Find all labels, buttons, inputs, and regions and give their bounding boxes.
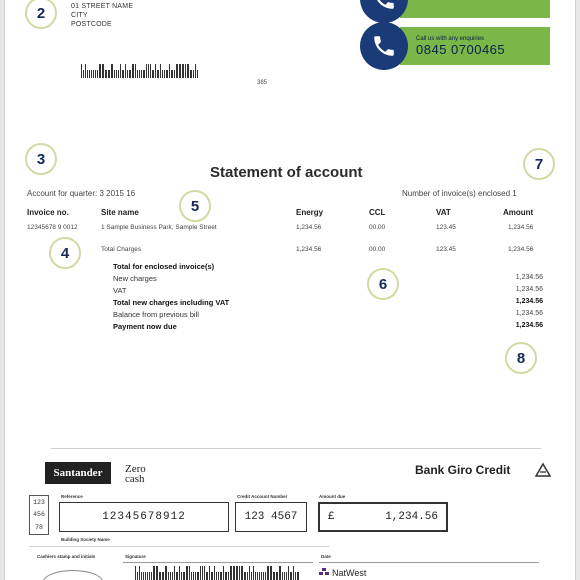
natwest-icon <box>319 568 329 578</box>
total-ccl: 00.00 <box>369 246 386 253</box>
barcode-bar <box>129 70 131 78</box>
barcode-bar <box>200 566 201 580</box>
barcode-bar <box>179 566 180 580</box>
phone-number: 0845 0700465 <box>416 41 506 57</box>
zero-cash-line1: Zero <box>125 463 146 475</box>
summary-row <box>113 286 543 298</box>
barcode-bar <box>171 70 173 78</box>
barcode-bar <box>209 566 210 580</box>
code-line: 456 <box>33 511 45 519</box>
barcode-bar <box>155 64 156 78</box>
statement-title: Statement of account <box>210 164 363 181</box>
cell-invoice-no: 12345678 9 0012 <box>27 224 78 231</box>
barcode-bar <box>223 566 224 580</box>
barcode-bar <box>276 572 278 580</box>
barcode-bar <box>204 566 205 580</box>
marker-8: 8 <box>505 342 537 374</box>
barcode-bar <box>216 572 217 580</box>
postal-barcode <box>81 64 198 78</box>
barcode-bar <box>116 70 117 78</box>
barcode-bar <box>91 70 92 78</box>
barcode-bar <box>286 572 287 580</box>
amount-due-box <box>318 502 448 532</box>
marker-3: 3 <box>25 143 57 175</box>
amount-due-label: Amount due <box>319 494 346 499</box>
barcode-bar <box>111 64 113 78</box>
barcode-bar <box>261 572 262 580</box>
currency-symbol: £ <box>328 511 335 523</box>
barcode-bar <box>290 572 292 580</box>
summary-value <box>483 262 543 274</box>
barcode-bar <box>191 572 192 580</box>
barcode-bar <box>181 572 182 580</box>
credit-account-label: Credit Account Number <box>237 494 288 499</box>
phone-circle-top <box>360 0 408 23</box>
barcode-bar <box>145 572 146 580</box>
cell-site-name: 1 Sample Business Park, Sample Street <box>101 224 217 231</box>
barcode-bar <box>139 566 140 580</box>
barcode-bar <box>95 70 96 78</box>
summary-block <box>113 262 543 334</box>
barcode-bar <box>214 566 215 580</box>
barcode-bar <box>236 566 238 580</box>
barcode-bar <box>244 572 246 580</box>
barcode-bar <box>114 70 115 78</box>
summary-value: 1,234.56 <box>515 298 543 305</box>
barcode-bar <box>233 566 235 580</box>
sort-code-box <box>29 495 49 535</box>
barcode-bar <box>230 566 232 580</box>
marker-7: 7 <box>523 148 555 180</box>
cell-energy: 1,234.56 <box>296 224 322 231</box>
barcode-bar <box>263 572 264 580</box>
barcode-bar <box>147 572 148 580</box>
barcode-bar <box>251 572 252 580</box>
barcode-bar <box>105 70 107 78</box>
summary-row <box>113 322 543 334</box>
barcode-bar <box>206 572 208 580</box>
header-site-name: Site name <box>101 208 139 217</box>
code-line: 123 <box>33 498 45 506</box>
cell-amount: 1,234.56 <box>508 224 534 231</box>
summary-row <box>113 298 543 310</box>
barcode-bar <box>193 572 194 580</box>
barcode-bar <box>135 566 136 580</box>
barcode-bar <box>89 70 90 78</box>
barcode-bar <box>169 64 170 78</box>
barcode-bar <box>81 64 82 78</box>
cashier-stamp-label: Cashiers stamp and initials <box>37 554 96 559</box>
barcode-bar <box>172 572 173 580</box>
barcode-bar <box>118 70 119 78</box>
phone-box <box>400 27 550 65</box>
barcode-bar <box>120 64 121 78</box>
phone-box-top <box>400 0 550 18</box>
barcode-bar <box>225 572 227 580</box>
total-charges-label: Total Charges <box>101 246 142 253</box>
barcode-bar <box>137 572 138 580</box>
invoices-enclosed: Number of invoice(s) enclosed 1 <box>402 189 517 198</box>
barcode-bar <box>143 70 145 78</box>
barcode-bar <box>182 64 184 78</box>
barcode-bar <box>139 70 140 78</box>
summary-value: 1,234.56 <box>515 322 543 329</box>
building-society-label: Building Society Name <box>61 537 110 542</box>
barcode-bar <box>190 70 192 78</box>
header-vat: VAT <box>436 208 451 217</box>
statement-page <box>4 0 576 580</box>
barcode-bar <box>93 70 94 78</box>
address-postcode: POSTCODE <box>71 21 112 28</box>
summary-label: VAT <box>113 286 127 295</box>
slip-barcode <box>135 566 299 580</box>
postal-code-number: 385 <box>257 80 268 86</box>
signature-line <box>123 562 313 563</box>
barcode-bar <box>152 70 154 78</box>
phone-icon <box>371 33 397 59</box>
barcode-bar <box>273 572 275 580</box>
summary-label: Payment now due <box>113 322 177 331</box>
barcode-bar <box>220 572 222 580</box>
phone-icon <box>371 0 397 12</box>
summary-label: Total new charges including VAT <box>113 298 230 307</box>
barcode-bar <box>151 572 152 580</box>
barcode-bar <box>197 572 199 580</box>
bank-giro-title: Bank Giro Credit <box>415 463 511 477</box>
barcode-bar <box>127 70 128 78</box>
barcode-bar <box>174 70 175 78</box>
enquiries-label: Call us with any enquiries <box>416 35 485 42</box>
summary-label: New charges <box>113 274 157 283</box>
barcode-bar <box>297 572 299 580</box>
date-line <box>319 562 539 563</box>
barcode-bar <box>125 64 126 78</box>
date-label: Date <box>321 554 331 559</box>
barcode-bar <box>195 572 196 580</box>
barcode-bar <box>267 566 269 580</box>
reference-label: Reference <box>61 494 83 499</box>
barcode-bar <box>282 572 283 580</box>
zero-cash-line2: cash <box>125 473 145 485</box>
natwest-logo <box>319 568 366 578</box>
code-line: 78 <box>35 524 43 532</box>
barcode-bar <box>162 572 164 580</box>
barcode-bar <box>150 64 151 78</box>
total-amount: 1,234.56 <box>508 246 534 253</box>
barcode-bar <box>193 70 194 78</box>
barcode-bar <box>157 70 159 78</box>
barcode-bar <box>146 64 147 78</box>
barcode-bar <box>99 64 101 78</box>
reference-box: 12345678912 <box>59 502 229 532</box>
barcode-bar <box>160 64 161 78</box>
barcode-bar <box>211 572 213 580</box>
barcode-bar <box>249 566 250 580</box>
barcode-bar <box>279 566 281 580</box>
barcode-bar <box>202 566 203 580</box>
barcode-bar <box>247 572 248 580</box>
barcode-bar <box>135 64 136 78</box>
barcode-bar <box>159 572 161 580</box>
barcode-bar <box>176 572 178 580</box>
barcode-bar <box>156 566 158 580</box>
signature-label: Signature <box>125 554 146 559</box>
barcode-bar <box>265 572 266 580</box>
summary-value: 1,234.56 <box>515 310 543 317</box>
barcode-bar <box>166 70 168 78</box>
header-ccl: CCL <box>369 208 386 217</box>
barcode-bar <box>141 572 142 580</box>
tear-line <box>51 448 541 449</box>
barcode-bar <box>257 572 258 580</box>
address-street: 01 STREET NAME <box>71 3 134 10</box>
barcode-bar <box>187 64 189 78</box>
barcode-bar <box>148 64 149 78</box>
zero-cash-logo <box>125 464 146 484</box>
barcode-bar <box>149 572 150 580</box>
summary-row <box>113 262 543 274</box>
barcode-bar <box>218 572 219 580</box>
contact-banner <box>360 21 550 71</box>
phone-circle <box>360 22 408 70</box>
barcode-bar <box>253 566 254 580</box>
barcode-bar <box>185 64 186 78</box>
total-energy: 1,234.56 <box>296 246 322 253</box>
marker-6: 6 <box>367 268 399 300</box>
barcode-bar <box>108 70 110 78</box>
barcode-bar <box>195 64 196 78</box>
barcode-bar <box>270 566 272 580</box>
header-invoice-no: Invoice no. <box>27 208 69 217</box>
natwest-label: NatWest <box>332 568 367 578</box>
summary-value: 1,234.56 <box>515 274 543 281</box>
santander-logo: Santander <box>45 462 111 484</box>
total-vat: 123.45 <box>436 246 456 253</box>
summary-value: 1,234.56 <box>515 286 543 293</box>
barcode-bar <box>162 70 163 78</box>
barcode-bar <box>153 566 155 580</box>
barcode-bar <box>132 64 134 78</box>
barcode-bar <box>143 572 144 580</box>
barcode-bar <box>295 572 296 580</box>
marker-2: 2 <box>25 0 57 29</box>
address-city: CITY <box>71 12 88 19</box>
barcode-bar <box>241 566 243 580</box>
barcode-bar <box>259 572 260 580</box>
barcode-bar <box>102 64 104 78</box>
barcode-bar <box>168 572 169 580</box>
summary-row <box>113 310 543 322</box>
header-amount: Amount <box>503 208 534 217</box>
barcode-bar <box>137 70 138 78</box>
giro-symbol-icon <box>533 461 553 479</box>
barcode-bar <box>186 566 188 580</box>
barcode-bar <box>174 566 175 580</box>
barcode-bar <box>197 70 198 78</box>
barcode-bar <box>293 566 294 580</box>
barcode-bar <box>122 70 124 78</box>
barcode-bar <box>97 70 98 78</box>
amount-due-value: 1,234.56 <box>385 511 438 523</box>
barcode-bar <box>255 572 256 580</box>
credit-account-box: 123 4567 <box>235 502 307 532</box>
summary-label: Total for enclosed invoice(s) <box>113 262 215 271</box>
header-energy: Energy <box>296 208 324 217</box>
address-block <box>71 2 133 29</box>
barcode-bar <box>284 572 285 580</box>
slip-divider <box>29 546 329 547</box>
summary-row <box>113 274 543 286</box>
marker-5: 5 <box>179 190 211 222</box>
barcode-bar <box>141 70 142 78</box>
barcode-bar <box>183 572 185 580</box>
barcode-bar <box>189 566 190 580</box>
cell-vat: 123.45 <box>436 224 456 231</box>
barcode-bar <box>228 572 229 580</box>
barcode-bar <box>165 566 167 580</box>
barcode-bar <box>170 572 171 580</box>
barcode-bar <box>164 70 165 78</box>
summary-label: Balance from previous bill <box>113 310 199 319</box>
barcode-bar <box>239 566 240 580</box>
cell-ccl: 00.00 <box>369 224 386 231</box>
barcode-bar <box>288 566 289 580</box>
cashier-stamp-arc <box>43 570 103 580</box>
barcode-bar <box>83 70 84 78</box>
marker-4: 4 <box>49 237 81 269</box>
barcode-bar <box>179 64 181 78</box>
account-quarter: Account for quarter: 3 2015 16 <box>27 189 136 198</box>
barcode-bar <box>85 64 86 78</box>
barcode-bar <box>87 70 88 78</box>
barcode-bar <box>176 64 178 78</box>
